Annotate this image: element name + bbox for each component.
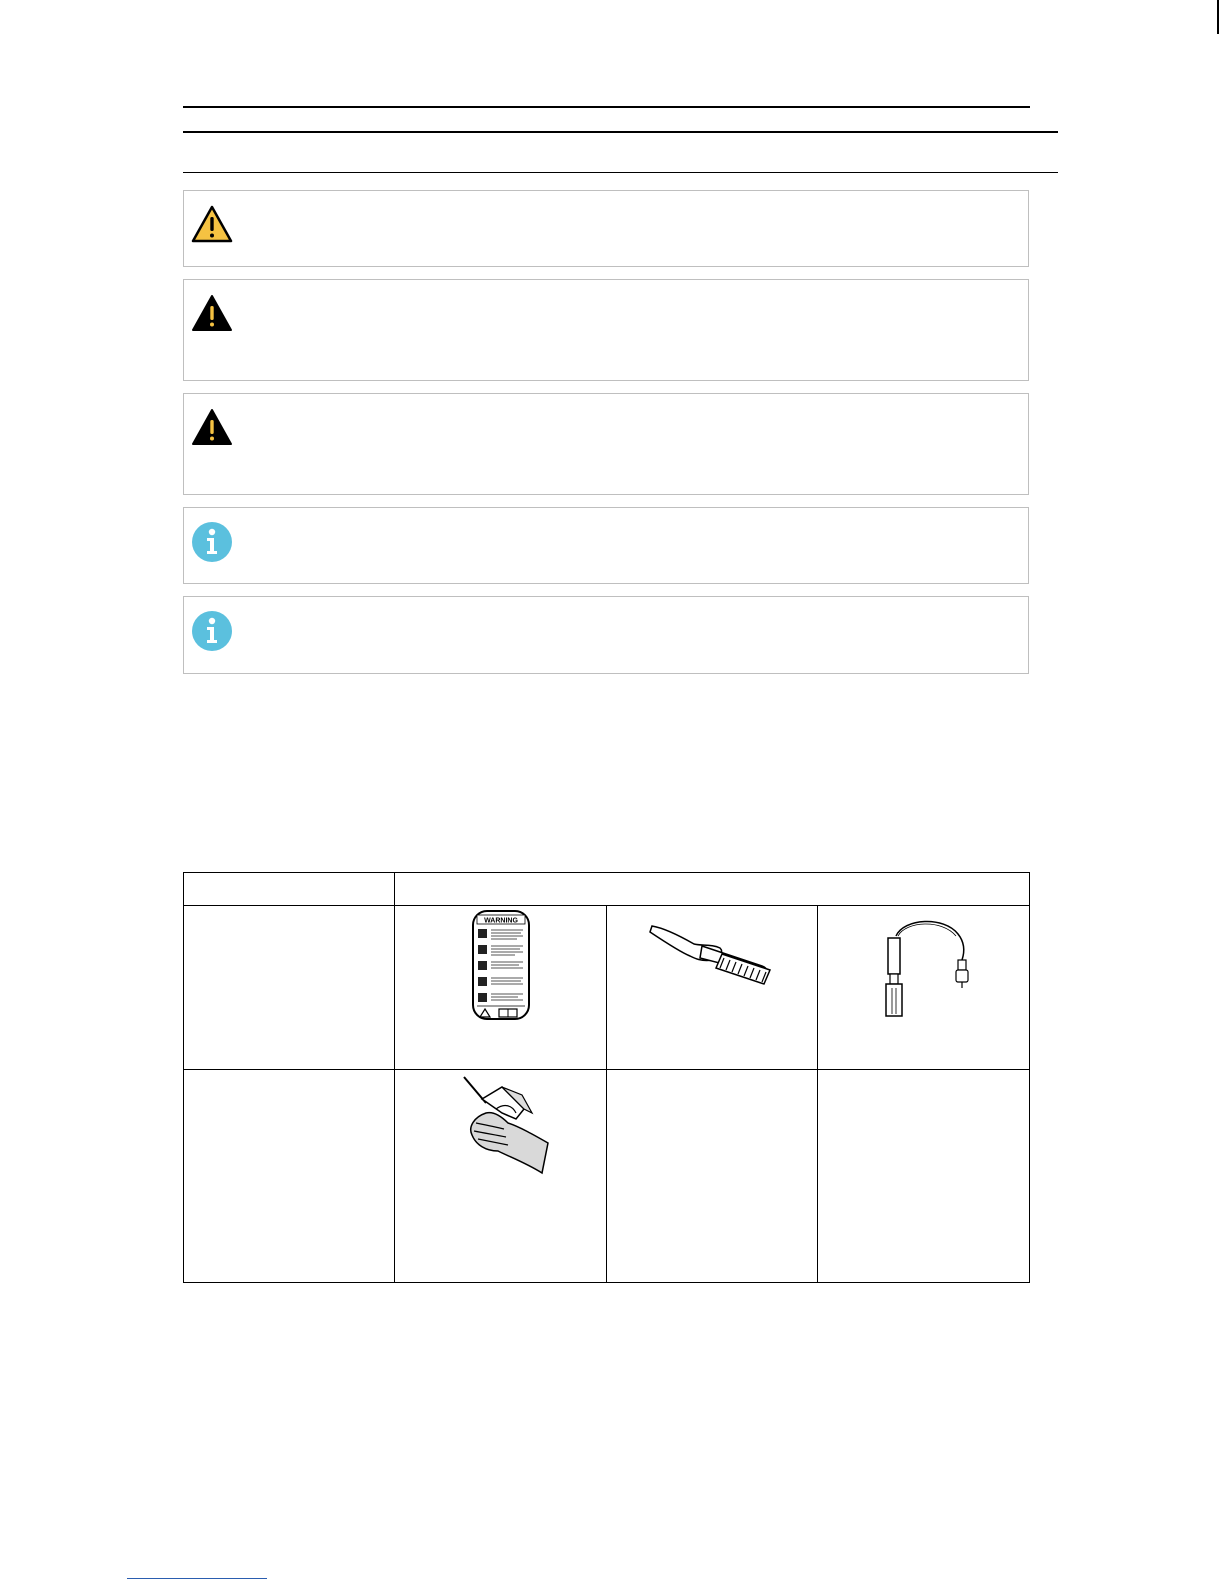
header-rule-top xyxy=(183,106,1030,108)
sensor-probe-cable-icon xyxy=(874,914,974,1024)
warning-decal-icon xyxy=(471,909,531,1021)
page-edge-mark xyxy=(1217,0,1219,34)
table-cell-empty-1 xyxy=(607,1070,818,1283)
table-cell-cleaning-brush xyxy=(607,906,818,1070)
table-row-label xyxy=(184,906,395,1070)
info-notice-1 xyxy=(183,507,1029,584)
warning-decal-heading: WARNING xyxy=(483,917,518,925)
table-row-label xyxy=(184,1070,395,1283)
header-rule-bottom xyxy=(183,172,1058,173)
table-header-row xyxy=(184,873,1030,906)
table-cell-empty-2 xyxy=(818,1070,1030,1283)
footer-link-underline[interactable] xyxy=(127,1578,267,1579)
spray-gun-hand-icon xyxy=(446,1073,556,1188)
table-cell-warning-decal xyxy=(395,906,607,1070)
header-rule-middle xyxy=(183,131,1058,133)
table-cell-spray-gun xyxy=(395,1070,607,1283)
accessories-table xyxy=(183,872,1030,1283)
warning-triangle-yellow-icon xyxy=(191,205,233,243)
warning-triangle-black-icon xyxy=(191,408,233,446)
info-notice-2 xyxy=(183,596,1029,674)
warning-triangle-black-icon xyxy=(191,294,233,332)
info-circle-icon xyxy=(191,521,233,563)
warning-notice-2 xyxy=(183,393,1029,495)
warning-notice-1 xyxy=(183,279,1029,381)
cleaning-brush-icon xyxy=(642,918,782,998)
info-circle-icon xyxy=(191,610,233,652)
table-header-cell-2 xyxy=(395,873,1030,906)
table-row xyxy=(184,1070,1030,1283)
table-header-cell-1 xyxy=(184,873,395,906)
table-row xyxy=(184,906,1030,1070)
caution-notice xyxy=(183,190,1029,267)
table-cell-sensor-probe xyxy=(818,906,1030,1070)
